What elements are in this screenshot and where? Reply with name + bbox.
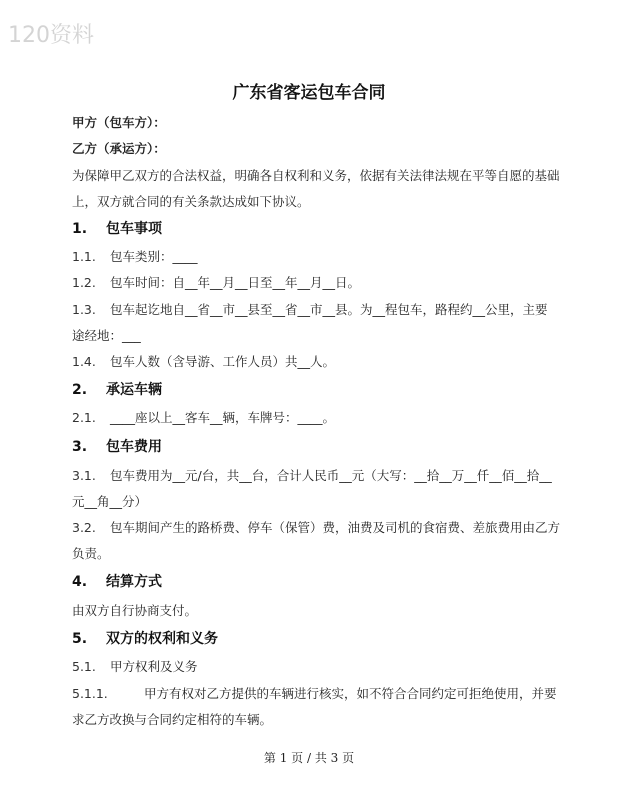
clause-3-2 <box>72 518 560 536</box>
clause-text: 包车类别：____ <box>110 249 198 264</box>
clause-text: 甲方权利及义务 <box>110 659 198 674</box>
clause-number: 1.2. <box>72 275 96 290</box>
clause-1-3 <box>72 300 548 318</box>
section-number: 2. <box>72 382 88 398</box>
section-title: 包车费用 <box>106 439 162 455</box>
section-number: 1. <box>72 221 88 237</box>
watermark: 120资料 <box>8 23 94 48</box>
clause-3-1 <box>72 466 552 484</box>
clause-text: 包车费用为__元/台，共__台，合计人民币__元（大写：__拾__万__仟__佰__拾__ <box>110 468 552 483</box>
section-4-text: 由双方自行协商支付。 <box>72 603 198 618</box>
party-a-line: 甲方（包车方）： <box>72 115 166 130</box>
section-title: 承运车辆 <box>106 382 162 398</box>
clause-number: 1.3. <box>72 302 96 317</box>
intro-paragraph-line-2: 上，双方就合同的有关条款达成如下协议。 <box>72 194 310 209</box>
clause-number: 2.1. <box>72 410 96 425</box>
clause-1-1 <box>72 247 198 265</box>
clause-3-2-continuation: 负责。 <box>72 546 110 561</box>
section-number: 3. <box>72 439 88 455</box>
section-heading-5 <box>72 628 218 648</box>
clause-number: 3.2. <box>72 520 96 535</box>
clause-5-1-1-continuation: 求乙方改换与合同约定相符的车辆。 <box>72 712 273 727</box>
clause-5-1-1 <box>72 684 557 702</box>
clause-text: 包车人数（含导游、工作人员）共__人。 <box>110 354 336 369</box>
intro-paragraph-line-1: 为保障甲乙双方的合法权益，明确各自权利和义务，依据有关法律法规在平等自愿的基础 <box>72 168 560 183</box>
section-number: 5. <box>72 631 88 647</box>
clause-2-1 <box>72 408 335 426</box>
clause-1-2 <box>72 273 360 291</box>
clause-number: 5.1.1. <box>72 686 108 701</box>
clause-number: 5.1. <box>72 659 96 674</box>
document-title: 广东省客运包车合同 <box>232 83 386 103</box>
page-footer: 第 1 页 / 共 3 页 <box>263 751 355 765</box>
clause-text: ____座以上__客车__辆，车牌号：____。 <box>110 410 336 425</box>
clause-text: 包车期间产生的路桥费、停车（保管）费，油费及司机的食宿费、差旅费用由乙方 <box>110 520 561 535</box>
section-title: 结算方式 <box>106 574 162 590</box>
section-heading-2 <box>72 379 162 399</box>
section-title: 包车事项 <box>106 221 162 237</box>
clause-1-3-continuation: 途经地：___ <box>72 328 141 343</box>
section-heading-3 <box>72 436 162 456</box>
party-b-line: 乙方（承运方）： <box>72 141 166 156</box>
clause-text: 包车起讫地自__省__市__县至__省__市__县。为__程包车，路程约__公里，主要 <box>110 302 548 317</box>
section-heading-1 <box>72 218 162 238</box>
clause-3-1-continuation: 元__角__分） <box>72 494 148 509</box>
section-title: 双方的权利和义务 <box>106 631 218 647</box>
clause-text: 包车时间：自__年__月__日至__年__月__日。 <box>110 275 361 290</box>
clause-number: 3.1. <box>72 468 96 483</box>
clause-text: 甲方有权对乙方提供的车辆进行核实，如不符合合同约定可拒绝使用，并要 <box>144 686 557 701</box>
section-number: 4. <box>72 574 88 590</box>
clause-number: 1.4. <box>72 354 96 369</box>
section-heading-4 <box>72 571 162 591</box>
clause-1-4 <box>72 352 335 370</box>
clause-number: 1.1. <box>72 249 96 264</box>
clause-5-1 <box>72 657 198 675</box>
